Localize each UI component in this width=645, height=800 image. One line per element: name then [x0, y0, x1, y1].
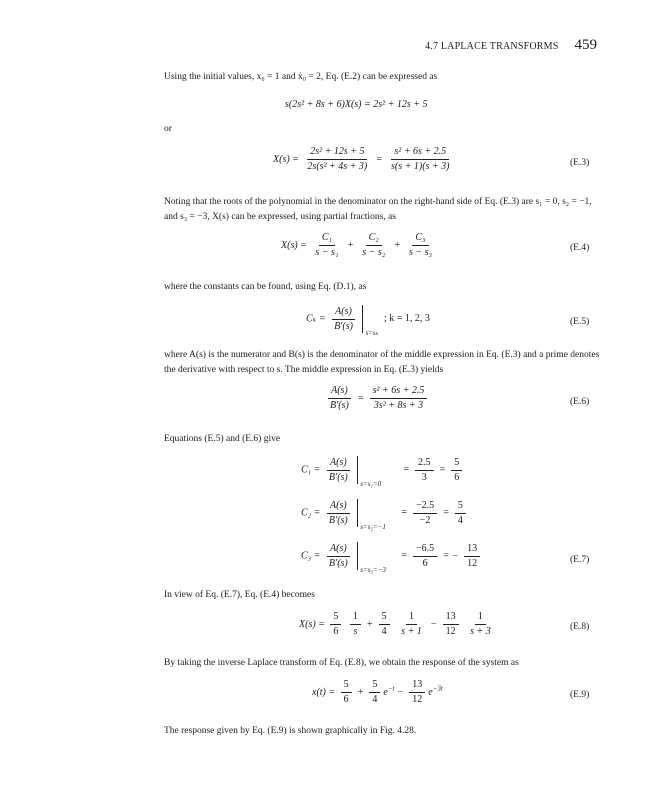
e7-row1-evaluation-bar — [357, 456, 382, 488]
e8-minus: − — [430, 618, 438, 630]
e7-row3-eval-subscript: s=s₃=−3 — [360, 566, 386, 574]
e7-row3-lhs: C₃ = — [301, 550, 321, 562]
paragraph-response-figure: The response given by Eq. (E.9) is shown graphically in Fig. 4.28. — [164, 726, 417, 736]
e7-row3-eq2: = — [442, 550, 450, 562]
e3-f1-denominator: 2s(s² + 4s + 3) — [307, 161, 368, 172]
e3-f1-numerator: 2s² + 12s + 5 — [307, 146, 367, 160]
e6-left-denominator: B′(s) — [330, 400, 349, 411]
e7-row1-value — [415, 457, 434, 484]
e5-eval-subscript: s=sₖ — [365, 329, 379, 337]
e7-row2-value-numerator: −2.5 — [413, 500, 437, 514]
e7-row1-lhs: C₁ = — [301, 464, 321, 476]
e7-row3-numerator: A(s) — [327, 543, 350, 557]
equation-label-e9: (E.9) — [570, 690, 590, 700]
e9-c-num: 13 — [409, 679, 425, 693]
e7-row2-eval-subscript: s=s₂=−1 — [360, 523, 386, 531]
e7-row1-value-denominator: 3 — [421, 471, 427, 483]
e9-c-pow: −3t — [432, 684, 443, 693]
e7-row3-result — [464, 543, 480, 570]
paragraph-initial-values: Using the initial values, x₀ = 1 and ẋ₀ = 2, Eq. (E.2) can be expressed as — [164, 72, 438, 82]
e9-c-den: 12 — [412, 694, 423, 705]
e7-row3-evaluation-bar — [357, 542, 386, 574]
e7-row1-result — [451, 457, 462, 484]
equation-e3 — [273, 146, 456, 173]
e7-row1-eq1: = — [402, 464, 410, 476]
e9-b-num: 5 — [369, 679, 380, 693]
e4-plus-1: + — [346, 239, 354, 251]
equation-e8 — [299, 611, 497, 638]
paragraph-inverse-laplace: By taking the inverse Laplace transform of Eq. (E.8), we obtain the response of the system as — [164, 658, 519, 668]
e8-c-num2: 1 — [475, 611, 486, 625]
e8-c-den2: s + 3 — [470, 626, 491, 637]
e8-a-num2: 1 — [350, 611, 361, 625]
e8-plus: + — [366, 618, 374, 630]
equation-label-e4: (E.4) — [570, 243, 590, 253]
e7-row1-denominator: B′(s) — [328, 471, 348, 483]
e8-lhs: X(s) = — [299, 618, 325, 630]
equation-label-e5: (E.5) — [570, 317, 590, 327]
e7-row2-numerator: A(s) — [327, 500, 350, 514]
e8-a-num: 5 — [330, 611, 341, 625]
e8-b-coeff — [379, 611, 390, 638]
e8-c-coeff — [443, 611, 459, 638]
e7-row2-result-denominator: 4 — [457, 514, 463, 526]
e7-row1-eval-subscript: s=s₁=0 — [360, 480, 382, 488]
e7-row2-evaluation-bar — [357, 499, 386, 531]
equation-main: s(2s² + 8s + 6)X(s) = 2s² + 12s + 5 — [285, 99, 428, 110]
e7-row2-fraction — [326, 500, 351, 527]
e7-row2-value-denominator: −2 — [419, 514, 431, 526]
e3-f2-denominator: s(s + 1)(s + 3) — [391, 161, 450, 172]
e9-c-coeff — [409, 679, 425, 706]
e3-fraction-2 — [388, 146, 453, 173]
e9-c-exp: e — [428, 686, 433, 698]
e7-row3-result-denominator: 12 — [467, 557, 478, 569]
e8-b-den: 4 — [381, 626, 387, 637]
e4-t2-numerator: C₂ — [366, 232, 382, 246]
e4-lhs: X(s) = — [281, 239, 307, 251]
page-number: 459 — [574, 37, 597, 53]
e7-row3-result-numerator: 13 — [464, 543, 480, 557]
e6-left-numerator: A(s) — [328, 385, 351, 399]
e7-row3-fraction — [326, 543, 351, 570]
equation-label-e7: (E.7) — [570, 555, 590, 565]
e6-left-fraction — [327, 385, 352, 412]
running-header — [425, 37, 597, 54]
equation-e7-row-2 — [301, 499, 469, 531]
section-title: 4.7 LAPLACE TRANSFORMS — [425, 41, 559, 52]
equation-e4 — [281, 232, 438, 259]
e9-plus: + — [357, 686, 364, 698]
paragraph-numerator-denominator: where A(s) is the numerator and B(s) is the denominator of the middle expression in Eq. (E.3) and a prime denotes the derivative with respect to s. The middle expression in Eq. (E.3) yields — [164, 350, 600, 375]
equation-e7-row-1 — [301, 456, 465, 488]
e8-a-den: 6 — [333, 626, 339, 637]
paragraph-equations-give: Equations (E.5) and (E.6) give — [164, 434, 281, 444]
e9-a-coeff — [341, 679, 352, 706]
e7-row2-value — [413, 500, 437, 527]
e5-evaluation-bar — [362, 305, 379, 337]
e7-row3-eq1: = — [400, 550, 408, 562]
e7-row2-eq1: = — [400, 507, 408, 519]
e4-plus-2: + — [393, 239, 401, 251]
e7-row1-result-numerator: 5 — [451, 457, 462, 471]
e8-c-den: 12 — [445, 626, 456, 637]
e7-row3-sign: − — [451, 550, 459, 562]
e8-a-den2: s — [353, 626, 358, 637]
e8-b-term — [398, 611, 425, 638]
e5-denominator: B′(s) — [334, 320, 353, 332]
e5-condition: ; k = 1, 2, 3 — [383, 313, 430, 325]
e7-row3-denominator: B′(s) — [328, 557, 348, 569]
e6-right-numerator: s² + 6s + 2.5 — [370, 385, 428, 399]
paragraph-constants: where the constants can be found, using Eq. (D.1), as — [164, 282, 367, 292]
e8-b-num2: 1 — [406, 611, 417, 625]
equation-e6 — [324, 385, 430, 412]
e6-right-fraction — [370, 385, 428, 412]
e4-t1-numerator: C₁ — [319, 232, 335, 246]
e8-a-coeff — [330, 611, 341, 638]
e5-fraction — [331, 306, 356, 333]
paragraph-roots: Noting that the roots of the polynomial in the denominator on the right-hand side of Eq. (E.3) are s₁ = 0, s₂ = −1, and s₃ = −3, X(s) can be expressed, using partial fractions, as — [164, 197, 592, 222]
e4-t3-denominator: s − s₃ — [408, 247, 432, 258]
e6-equals: = — [357, 392, 365, 404]
e7-row3-value — [413, 543, 437, 570]
paragraph-in-view: In view of Eq. (E.7), Eq. (E.4) becomes — [164, 590, 315, 600]
e6-right-denominator: 3s² + 8s + 3 — [373, 400, 424, 411]
e4-t3-numerator: C₃ — [412, 232, 428, 246]
e8-a-term — [350, 611, 361, 638]
e7-row1-result-denominator: 6 — [454, 471, 460, 483]
e4-t1-denominator: s − s₁ — [315, 247, 339, 258]
e7-row1-eq2: = — [439, 464, 446, 476]
equation-e7-row-3 — [301, 542, 483, 574]
e7-row1-fraction — [326, 457, 351, 484]
e9-a-num: 5 — [341, 679, 352, 693]
e5-numerator: A(s) — [332, 306, 355, 320]
equation-label-e8: (E.8) — [570, 622, 590, 632]
e4-term-2 — [359, 232, 388, 259]
e8-b-den2: s + 1 — [401, 626, 422, 637]
e7-row2-result-numerator: 5 — [455, 500, 466, 514]
equation-e5 — [306, 305, 430, 337]
e4-term-1 — [312, 232, 341, 259]
e3-equals: = — [375, 153, 383, 165]
e9-b-den: 4 — [372, 694, 378, 705]
e4-term-3 — [406, 232, 435, 259]
equation-e9 — [312, 679, 443, 706]
e7-row2-result — [455, 500, 466, 527]
e3-f2-numerator: s² + 6s + 2.5 — [391, 146, 449, 160]
e7-row3-value-denominator: 6 — [422, 557, 428, 569]
equation-label-e6: (E.6) — [570, 397, 590, 407]
e9-b-pow: −t — [387, 684, 395, 693]
e7-row1-value-numerator: 2.5 — [415, 457, 434, 471]
e9-b-exp: e — [383, 686, 388, 698]
e7-row1-numerator: A(s) — [327, 457, 350, 471]
e7-row3-value-numerator: −6.5 — [413, 543, 437, 557]
e3-fraction-1 — [304, 146, 370, 173]
e8-c-term — [467, 611, 494, 638]
e7-row2-eq2: = — [442, 507, 450, 519]
e3-lhs: X(s) = — [273, 153, 299, 165]
e9-a-den: 6 — [343, 694, 349, 705]
e4-t2-denominator: s − s₂ — [362, 247, 386, 258]
e9-b-coeff — [369, 679, 380, 706]
e8-b-num: 5 — [379, 611, 390, 625]
e8-c-num: 13 — [443, 611, 459, 625]
e7-row2-lhs: C₂ = — [301, 507, 321, 519]
e9-lhs: x(t) = — [312, 686, 336, 698]
paragraph-or: or — [164, 124, 172, 134]
e9-minus: − — [397, 686, 404, 698]
e5-lhs: Cₖ = — [306, 313, 326, 325]
equation-label-e3: (E.3) — [570, 158, 590, 168]
e7-row2-denominator: B′(s) — [328, 514, 348, 526]
